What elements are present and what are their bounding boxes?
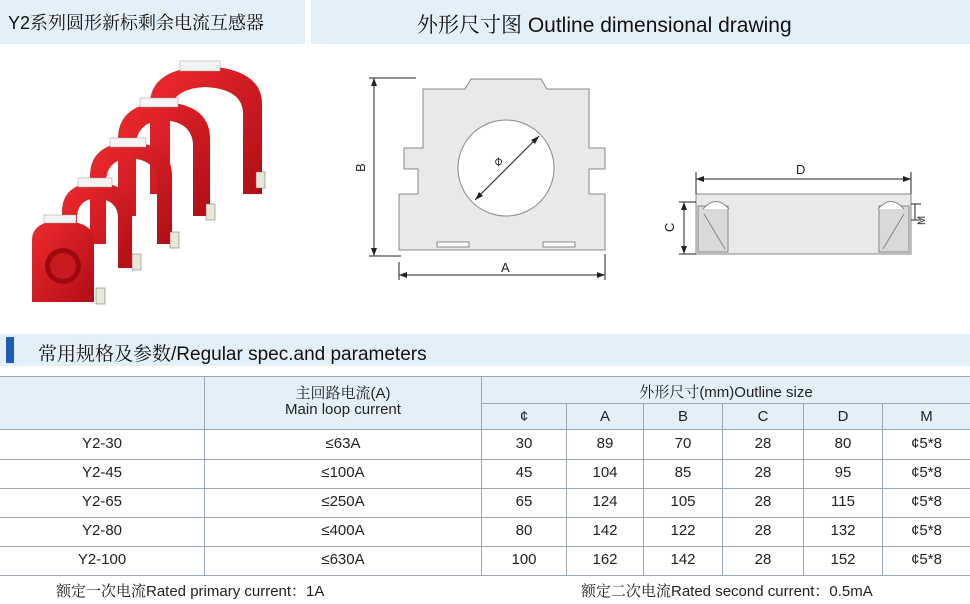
outline-drawing — [311, 44, 970, 322]
cell-a: 89 — [596, 435, 614, 452]
dim-label-c: C — [662, 222, 677, 232]
cell-model: Y2-65 — [81, 493, 123, 510]
outline-drawing-svg — [311, 44, 970, 322]
col-header-m: M — [920, 408, 933, 425]
cell-current: ≤630A — [321, 551, 365, 568]
product-photo-illustration — [0, 44, 305, 322]
cell-d: 152 — [830, 551, 856, 568]
header-main-current-en: Main loop current — [285, 401, 401, 418]
cell-b: 105 — [670, 493, 696, 510]
rated-second-current: 额定二次电流Rated second current：0.5mA — [581, 583, 873, 600]
cell-b: 122 — [670, 522, 696, 539]
drawing-title: 外形尺寸图 Outline dimensional drawing — [417, 14, 792, 37]
spec-table — [0, 376, 970, 576]
cell-current: ≤400A — [321, 522, 365, 539]
cell-c: 28 — [754, 522, 772, 539]
cell-current: ≤100A — [321, 464, 365, 481]
spec-title-bar — [0, 334, 970, 366]
cell-phi: 80 — [515, 522, 533, 539]
cell-model: Y2-80 — [81, 522, 123, 539]
drawing-title-bar — [311, 0, 970, 44]
col-header-phi: ¢ — [519, 408, 529, 425]
cell-a: 162 — [592, 551, 618, 568]
cell-a: 124 — [592, 493, 618, 510]
cell-m: ¢5*8 — [911, 522, 942, 539]
cell-d: 132 — [830, 522, 856, 539]
cell-b: 85 — [674, 464, 692, 481]
col-header-c: C — [757, 408, 769, 425]
cell-c: 28 — [754, 551, 772, 568]
cell-a: 104 — [592, 464, 618, 481]
col-header-d: D — [837, 408, 849, 425]
rated-primary-current: 额定一次电流Rated primary current：1A — [56, 583, 325, 600]
col-header-b: B — [677, 408, 688, 425]
cell-phi: 100 — [511, 551, 537, 568]
cell-m: ¢5*8 — [911, 493, 942, 510]
spec-title: 常用规格及参数/Regular spec.and parameters — [38, 344, 427, 365]
cell-a: 142 — [592, 522, 618, 539]
cell-phi: 45 — [515, 464, 533, 481]
product-photo — [0, 44, 305, 322]
cell-b: 70 — [674, 435, 692, 452]
dim-label-b: B — [353, 163, 368, 172]
dim-label-a: A — [501, 260, 510, 275]
header-main-current-cn: 主回路电流(A) — [295, 385, 391, 402]
cell-d: 115 — [831, 493, 855, 510]
cell-current: ≤250A — [321, 493, 365, 510]
product-title-bar — [0, 0, 305, 44]
cell-c: 28 — [754, 493, 772, 510]
cell-m: ¢5*8 — [911, 435, 942, 452]
header-outline-size: 外形尺寸(mm)Outline size — [639, 384, 813, 401]
cell-c: 28 — [754, 464, 772, 481]
cell-d: 80 — [834, 435, 852, 452]
cell-d: 95 — [834, 464, 852, 481]
cell-m: ¢5*8 — [911, 551, 942, 568]
dim-label-d: D — [796, 162, 806, 177]
cell-c: 28 — [754, 435, 772, 452]
cell-model: Y2-30 — [81, 435, 123, 452]
cell-phi: 65 — [515, 493, 533, 510]
cell-m: ¢5*8 — [911, 464, 942, 481]
cell-b: 142 — [670, 551, 696, 568]
dim-label-phi: ⌀ — [489, 152, 506, 169]
product-title: Y2系列圆形新标剩余电流互感器 — [8, 13, 265, 33]
cell-current: ≤63A — [325, 435, 361, 452]
cell-phi: 30 — [515, 435, 533, 452]
cell-model: Y2-45 — [81, 464, 123, 481]
cell-model: Y2-100 — [77, 551, 127, 568]
col-header-a: A — [599, 408, 610, 425]
spec-accent-marker — [6, 337, 14, 363]
dim-label-m: M — [916, 215, 928, 225]
